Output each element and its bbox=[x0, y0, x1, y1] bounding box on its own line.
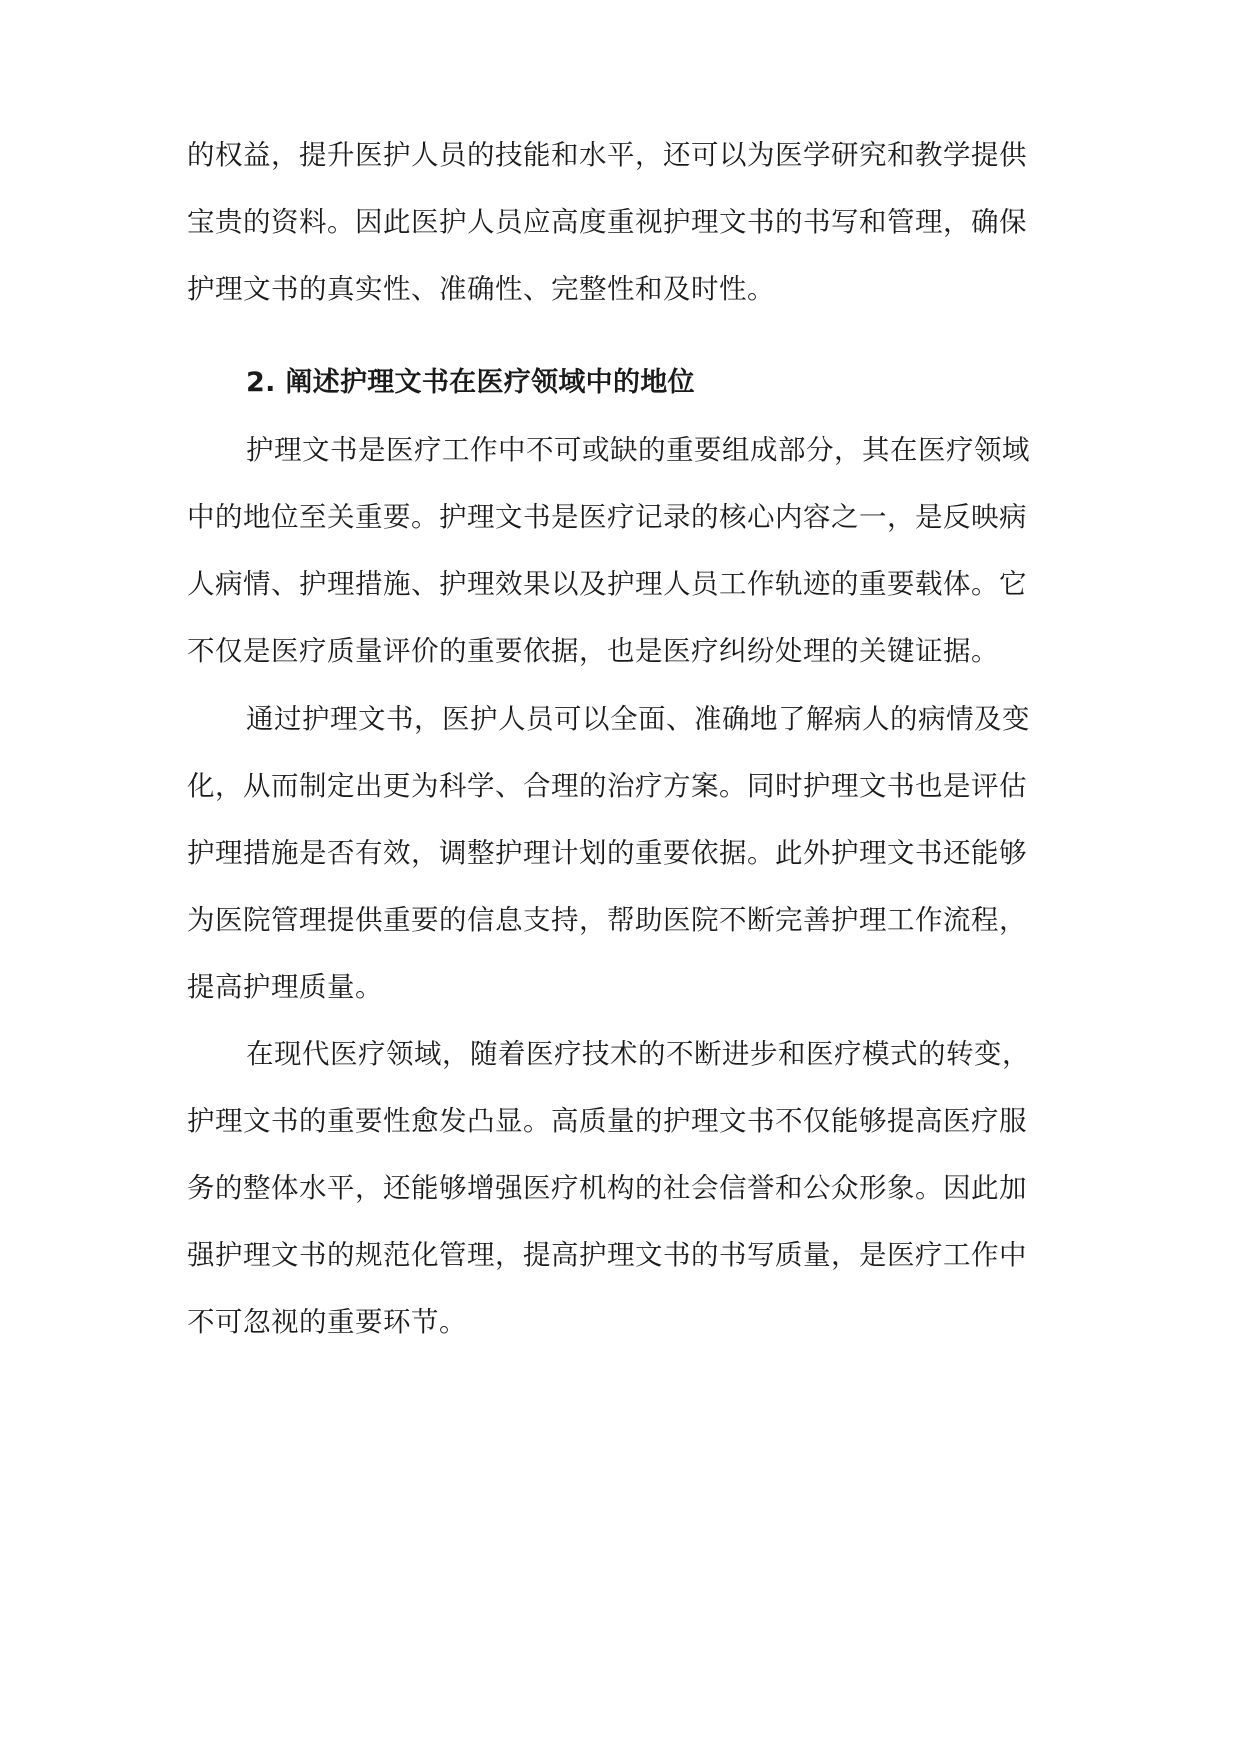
text-line: 护理文书是医疗工作中不可或缺的重要组成部分，其在医疗领域 bbox=[246, 434, 1030, 466]
text-line: 化，从而制定出更为科学、合理的治疗方案。同时护理文书也是评估 bbox=[187, 770, 1027, 802]
text-line: 护理文书的真实性、准确性、完整性和及时性。 bbox=[187, 273, 775, 305]
text-line: 提高护理质量。 bbox=[187, 971, 383, 1003]
text-line: 人病情、护理措施、护理效果以及护理人员工作轨迹的重要载体。它 bbox=[187, 568, 1027, 600]
text-line: 为医院管理提供重要的信息支持，帮助医院不断完善护理工作流程， bbox=[187, 904, 1027, 936]
text-line: 宝贵的资料。因此医护人员应高度重视护理文书的书写和管理，确保 bbox=[187, 206, 1027, 238]
text-line: 的权益，提升医护人员的技能和水平，还可以为医学研究和教学提供 bbox=[187, 139, 1027, 171]
text-line: 强护理文书的规范化管理，提高护理文书的书写质量，是医疗工作中 bbox=[187, 1239, 1027, 1271]
text-line: 护理措施是否有效，调整护理计划的重要依据。此外护理文书还能够 bbox=[187, 837, 1027, 869]
section-heading: 2. 阐述护理文书在医疗领域中的地位 bbox=[246, 367, 695, 398]
text-line: 务的整体水平，还能够增强医疗机构的社会信誉和公众形象。因此加 bbox=[187, 1172, 1027, 1204]
text-line: 在现代医疗领域，随着医疗技术的不断进步和医疗模式的转变， bbox=[246, 1038, 1030, 1070]
text-line: 中的地位至关重要。护理文书是医疗记录的核心内容之一，是反映病 bbox=[187, 501, 1027, 533]
text-line: 通过护理文书，医护人员可以全面、准确地了解病人的病情及变 bbox=[246, 703, 1030, 735]
text-line: 不仅是医疗质量评价的重要依据，也是医疗纠纷处理的关键证据。 bbox=[187, 635, 999, 667]
text-line: 不可忽视的重要环节。 bbox=[187, 1306, 467, 1338]
text-line: 护理文书的重要性愈发凸显。高质量的护理文书不仅能够提高医疗服 bbox=[187, 1105, 1027, 1137]
